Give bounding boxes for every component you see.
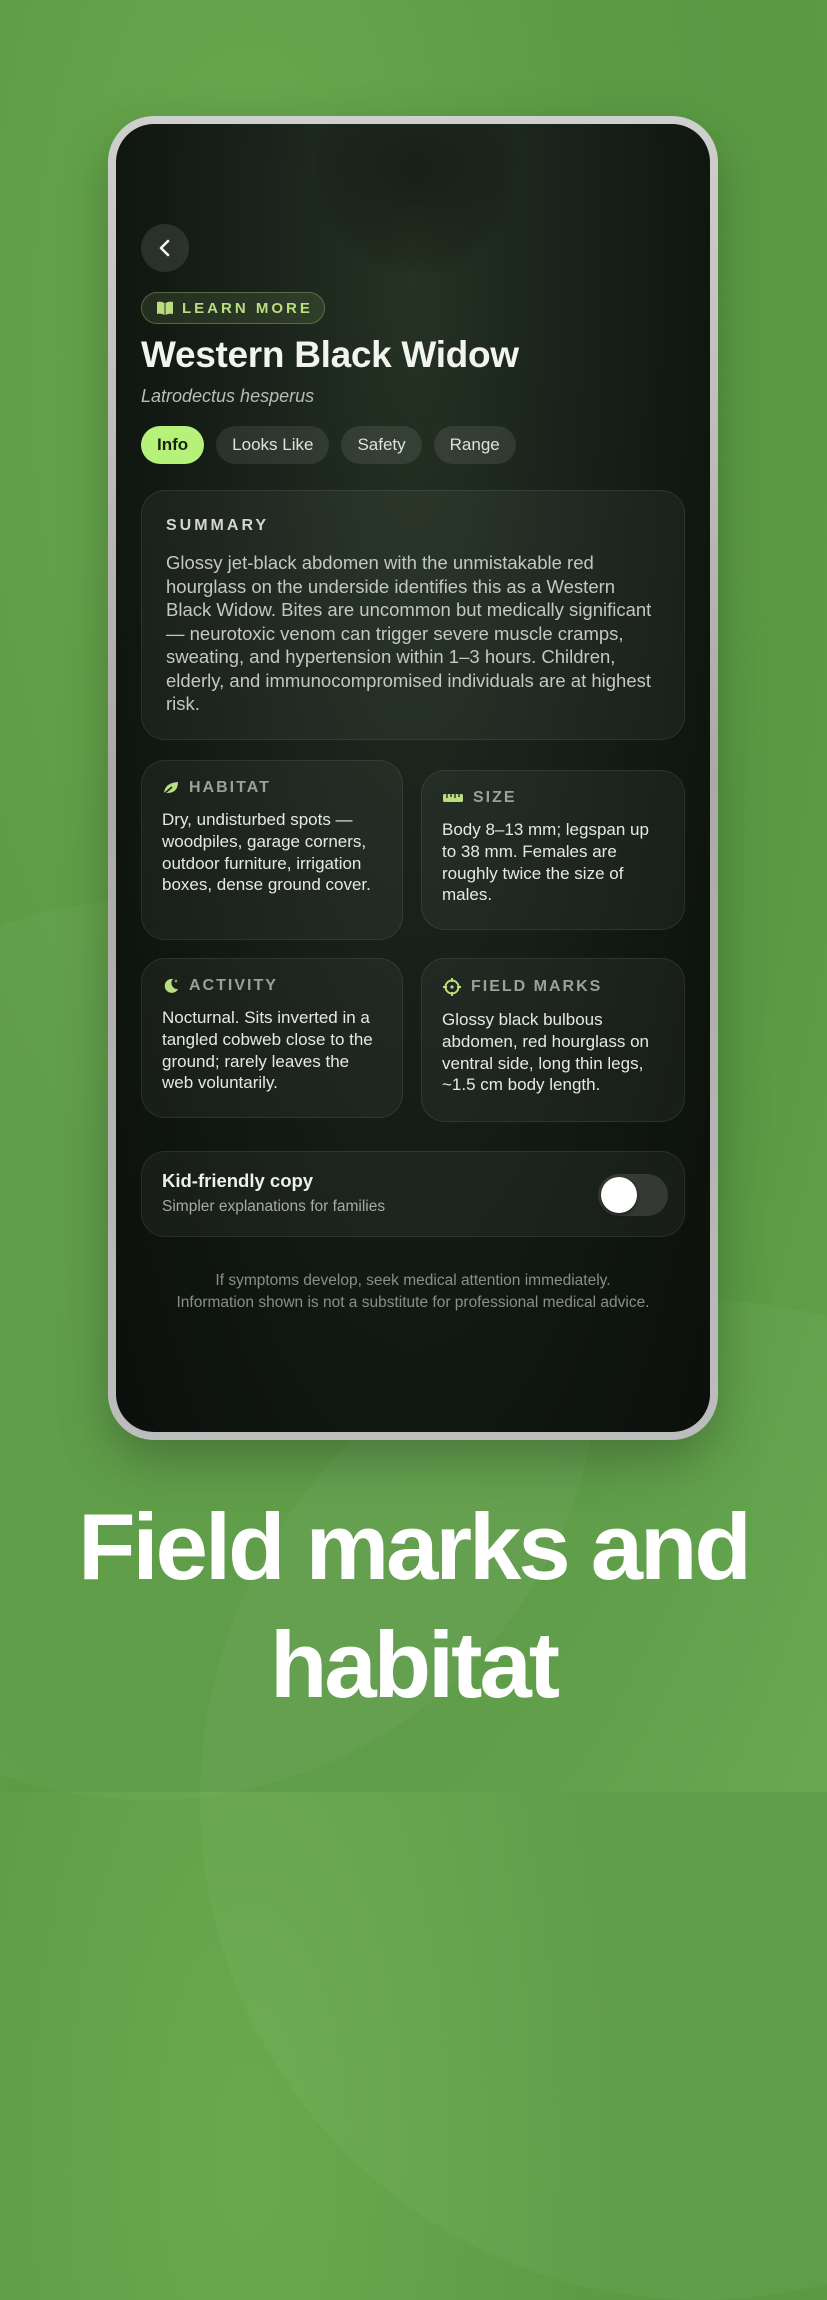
back-button[interactable] — [141, 224, 189, 272]
kid-friendly-title: Kid-friendly copy — [162, 1170, 314, 1191]
disclaimer — [116, 1270, 710, 1314]
toggle-knob — [601, 1177, 637, 1213]
learn-more-label: LEARN MORE — [182, 299, 313, 317]
habitat-text: Dry, undisturbed spots — woodpiles, garage corners, outdoor furniture, irrigation boxes, dense ground cover. — [162, 810, 371, 895]
ruler-icon — [442, 791, 464, 805]
tab-safety[interactable]: Safety — [341, 426, 421, 464]
marketing-headline — [0, 1488, 827, 1724]
tab-looks-like[interactable]: Looks Like — [216, 426, 329, 464]
summary-text: Glossy jet-black abdomen with the unmistakable red hourglass on the underside identifies this as a Western Black Widow. Bites are uncommon but medically significant — neurotoxic venom can trigger severe muscle cramps, sweating, and hypertension within 1–3 hours. Children, elderly, and immunocompromised individuals are at highest risk. — [166, 552, 652, 714]
activity-text: Nocturnal. Sits inverted in a tangled cobweb close to the ground; rarely leaves the web voluntarily. — [162, 1008, 373, 1093]
headline-line-1: Field marks and — [78, 1494, 749, 1599]
activity-label: ACTIVITY — [189, 977, 278, 994]
habitat-label: HABITAT — [189, 779, 271, 796]
crosshair-icon — [442, 977, 462, 997]
kid-friendly-toggle[interactable] — [598, 1174, 668, 1216]
page-title: Western Black Widow — [141, 334, 519, 375]
size-text: Body 8–13 mm; legspan up to 38 mm. Females are roughly twice the size of males. — [442, 820, 649, 905]
book-icon — [156, 300, 174, 316]
disclaimer-line-1: If symptoms develop, seek medical attention immediately. — [215, 1272, 611, 1289]
size-card — [421, 770, 685, 930]
size-label: SIZE — [473, 789, 517, 806]
habitat-card — [141, 760, 403, 940]
summary-label: SUMMARY — [166, 517, 270, 534]
phone-frame — [108, 116, 718, 1440]
field-marks-text: Glossy black bulbous abdomen, red hourglass on ventral side, long thin legs, ~1.5 cm body length. — [442, 1010, 649, 1095]
learn-more-badge[interactable] — [141, 292, 325, 324]
tab-info[interactable]: Info — [141, 426, 204, 464]
field-marks-label: FIELD MARKS — [471, 978, 603, 995]
scientific-name: Latrodectus hesperus — [141, 386, 315, 406]
spider-image — [316, 124, 516, 274]
app-screen — [116, 124, 710, 1432]
field-marks-card — [421, 958, 685, 1122]
leaf-icon — [162, 780, 180, 796]
chevron-left-icon — [155, 238, 175, 258]
summary-card — [141, 490, 685, 740]
moon-icon — [162, 977, 180, 995]
tab-range[interactable]: Range — [434, 426, 516, 464]
kid-friendly-subtitle: Simpler explanations for families — [162, 1198, 386, 1215]
headline-line-2: habitat — [269, 1612, 558, 1717]
disclaimer-line-2: Information shown is not a substitute for professional medical advice. — [176, 1294, 650, 1311]
tab-bar — [141, 426, 516, 464]
kid-friendly-row — [141, 1151, 685, 1237]
activity-card — [141, 958, 403, 1118]
